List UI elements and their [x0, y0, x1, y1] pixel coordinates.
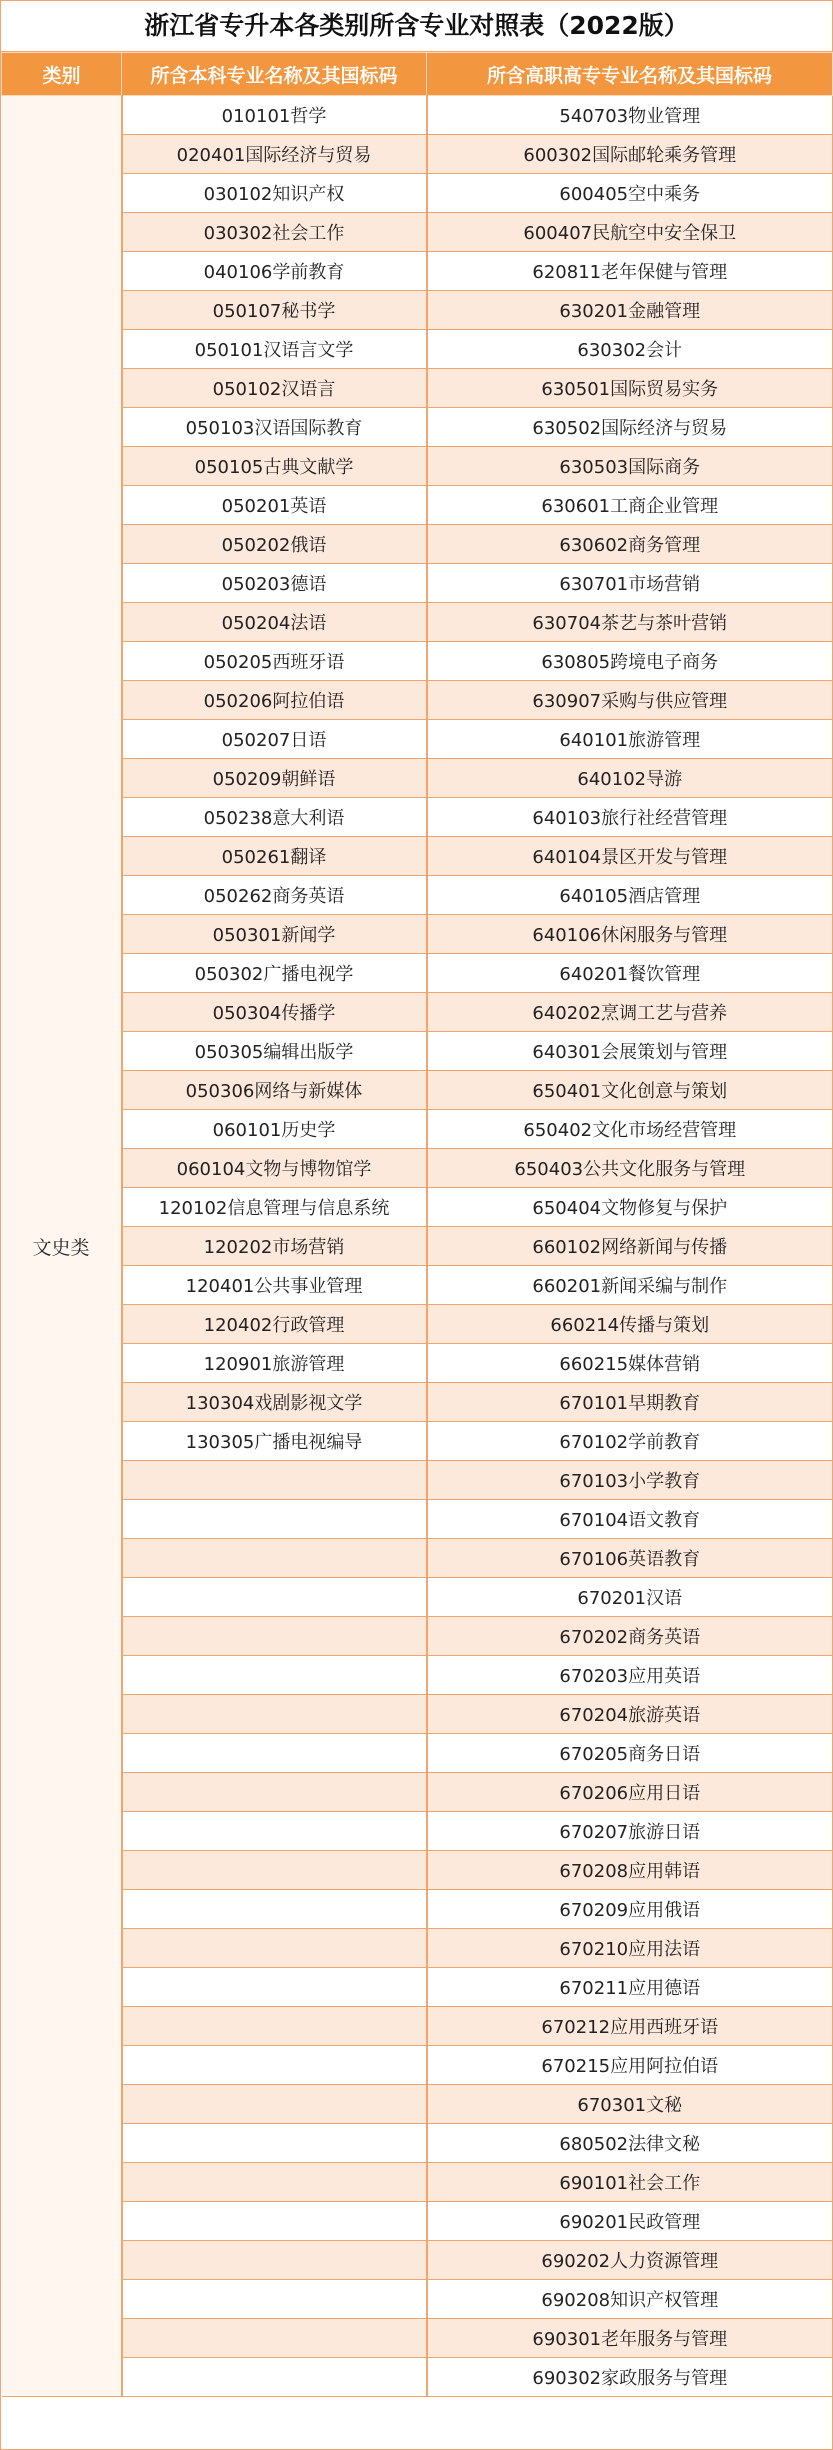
vocational-cell	[427, 1578, 833, 1617]
table-row	[2, 1617, 833, 1656]
table-row	[2, 1032, 833, 1071]
vocational-major: 630503国际商务	[559, 457, 701, 478]
table-row	[2, 2124, 833, 2163]
vocational-cell	[427, 2007, 833, 2046]
vocational-cell	[427, 1461, 833, 1500]
vocational-cell	[427, 2280, 833, 2319]
major-table	[1, 52, 833, 2397]
vocational-major: 670102学前教育	[559, 1432, 701, 1453]
vocational-cell	[427, 876, 833, 915]
vocational-major: 640106休闲服务与管理	[532, 925, 728, 946]
table-row	[2, 2085, 833, 2124]
vocational-cell	[427, 1110, 833, 1149]
undergrad-major: 060101历史学	[212, 1120, 336, 1141]
vocational-cell	[427, 2124, 833, 2163]
undergrad-cell	[122, 1032, 427, 1071]
vocational-cell	[427, 837, 833, 876]
undergrad-major: 050102汉语言	[212, 379, 336, 400]
table-row	[2, 2202, 833, 2241]
vocational-cell	[427, 642, 833, 681]
vocational-cell	[427, 1422, 833, 1461]
vocational-major: 670101早期教育	[559, 1393, 701, 1414]
undergrad-cell	[122, 1110, 427, 1149]
undergrad-major: 050202俄语	[221, 535, 327, 556]
table-row	[2, 876, 833, 915]
vocational-cell	[427, 330, 833, 369]
undergrad-major: 050201英语	[221, 496, 327, 517]
table-row	[2, 1539, 833, 1578]
vocational-major: 620811老年保健与管理	[532, 262, 728, 283]
undergrad-major: 120901旅游管理	[203, 1354, 345, 1375]
table-row	[2, 135, 833, 174]
vocational-cell	[427, 408, 833, 447]
vocational-major: 670209应用俄语	[559, 1900, 701, 1921]
table-row	[2, 1071, 833, 1110]
vocational-major: 670207旅游日语	[559, 1822, 701, 1843]
undergrad-cell	[122, 1578, 427, 1617]
undergrad-cell	[122, 1149, 427, 1188]
header-category: 类别	[2, 53, 122, 96]
undergrad-cell	[122, 2046, 427, 2085]
vocational-major: 640102导游	[577, 769, 683, 790]
undergrad-cell	[122, 2202, 427, 2241]
vocational-major: 670202商务英语	[559, 1627, 701, 1648]
vocational-major: 640104景区开发与管理	[532, 847, 728, 868]
vocational-cell	[427, 1812, 833, 1851]
vocational-cell	[427, 720, 833, 759]
undergrad-major: 120401公共事业管理	[185, 1276, 363, 1297]
table-row	[2, 2007, 833, 2046]
table-row	[2, 2319, 833, 2358]
vocational-cell	[427, 2358, 833, 2397]
undergrad-major: 120402行政管理	[203, 1315, 345, 1336]
vocational-cell	[427, 2202, 833, 2241]
undergrad-cell	[122, 2007, 427, 2046]
table-row	[2, 1890, 833, 1929]
vocational-major: 660201新闻采编与制作	[532, 1276, 728, 1297]
undergrad-cell	[122, 1812, 427, 1851]
vocational-cell	[427, 1032, 833, 1071]
vocational-cell	[427, 1071, 833, 1110]
vocational-cell	[427, 1968, 833, 2007]
undergrad-cell	[122, 681, 427, 720]
vocational-major: 690208知识产权管理	[541, 2290, 719, 2311]
undergrad-major: 050107秘书学	[212, 301, 336, 322]
vocational-major: 630601工商企业管理	[541, 496, 719, 517]
header-row	[2, 53, 833, 96]
vocational-major: 600405空中乘务	[559, 184, 701, 205]
undergrad-cell	[122, 993, 427, 1032]
vocational-major: 670301文秘	[577, 2095, 683, 2116]
table-body	[2, 96, 833, 2397]
table-row	[2, 1149, 833, 1188]
vocational-cell	[427, 954, 833, 993]
undergrad-cell	[122, 2085, 427, 2124]
table-row	[2, 447, 833, 486]
vocational-cell	[427, 2163, 833, 2202]
undergrad-cell	[122, 915, 427, 954]
undergrad-cell	[122, 759, 427, 798]
table-row	[2, 759, 833, 798]
vocational-major: 630602商务管理	[559, 535, 701, 556]
table-row	[2, 681, 833, 720]
undergrad-major: 050238意大利语	[203, 808, 345, 829]
undergrad-major: 050206阿拉伯语	[203, 691, 345, 712]
table-row	[2, 1812, 833, 1851]
vocational-major: 640105酒店管理	[559, 886, 701, 907]
undergrad-cell	[122, 1383, 427, 1422]
vocational-major: 690301老年服务与管理	[532, 2329, 728, 2350]
vocational-cell	[427, 759, 833, 798]
vocational-cell	[427, 1305, 833, 1344]
vocational-cell	[427, 252, 833, 291]
table-row	[2, 1110, 833, 1149]
table-row	[2, 252, 833, 291]
vocational-major: 670104语文教育	[559, 1510, 701, 1531]
table-row	[2, 1578, 833, 1617]
vocational-cell	[427, 993, 833, 1032]
undergrad-major: 040106学前教育	[203, 262, 345, 283]
table-row	[2, 1929, 833, 1968]
vocational-cell	[427, 447, 833, 486]
undergrad-cell	[122, 564, 427, 603]
vocational-major: 660102网络新闻与传播	[532, 1237, 728, 1258]
table-row	[2, 1734, 833, 1773]
undergrad-cell	[122, 1851, 427, 1890]
vocational-major: 650402文化市场经营管理	[523, 1120, 737, 1141]
undergrad-cell	[122, 1617, 427, 1656]
undergrad-major: 050306网络与新媒体	[185, 1081, 363, 1102]
vocational-major: 690202人力资源管理	[541, 2251, 719, 2272]
undergrad-cell	[122, 330, 427, 369]
table-row	[2, 993, 833, 1032]
vocational-major: 650404文物修复与保护	[532, 1198, 728, 1219]
undergrad-cell	[122, 1461, 427, 1500]
vocational-major: 670215应用阿拉伯语	[541, 2056, 719, 2077]
vocational-major: 630805跨境电子商务	[541, 652, 719, 673]
vocational-cell	[427, 174, 833, 213]
table-row	[2, 2358, 833, 2397]
undergrad-major: 050302广播电视学	[194, 964, 354, 985]
vocational-cell	[427, 1227, 833, 1266]
undergrad-cell	[122, 1422, 427, 1461]
table-row	[2, 1461, 833, 1500]
undergrad-cell	[122, 408, 427, 447]
table-row	[2, 369, 833, 408]
undergrad-major: 010101哲学	[221, 106, 327, 127]
undergrad-cell	[122, 642, 427, 681]
table-row	[2, 1773, 833, 1812]
vocational-major: 670106英语教育	[559, 1549, 701, 1570]
undergrad-major: 030302社会工作	[203, 223, 345, 244]
vocational-cell	[427, 1500, 833, 1539]
table-row	[2, 1344, 833, 1383]
undergrad-cell	[122, 1734, 427, 1773]
table-row	[2, 837, 833, 876]
undergrad-cell	[122, 447, 427, 486]
table-row	[2, 486, 833, 525]
vocational-major: 630501国际贸易实务	[541, 379, 719, 400]
vocational-major: 640301会展策划与管理	[532, 1042, 728, 1063]
vocational-major: 670103小学教育	[559, 1471, 701, 1492]
undergrad-major: 050261翻译	[221, 847, 327, 868]
vocational-cell	[427, 1929, 833, 1968]
undergrad-major: 120202市场营销	[203, 1237, 345, 1258]
vocational-cell	[427, 2241, 833, 2280]
vocational-cell	[427, 1851, 833, 1890]
vocational-major: 690201民政管理	[559, 2212, 701, 2233]
undergrad-major: 050304传播学	[212, 1003, 336, 1024]
undergrad-cell	[122, 252, 427, 291]
undergrad-cell	[122, 1929, 427, 1968]
table-row	[2, 1305, 833, 1344]
undergrad-cell	[122, 2358, 427, 2397]
vocational-major: 670210应用法语	[559, 1939, 701, 1960]
undergrad-cell	[122, 1656, 427, 1695]
vocational-major: 670205商务日语	[559, 1744, 701, 1765]
undergrad-cell	[122, 1266, 427, 1305]
undergrad-cell	[122, 291, 427, 330]
table-row	[2, 2280, 833, 2319]
vocational-major: 670206应用日语	[559, 1783, 701, 1804]
table-row	[2, 1188, 833, 1227]
vocational-cell	[427, 1149, 833, 1188]
table-row	[2, 915, 833, 954]
table-row	[2, 1851, 833, 1890]
vocational-major: 690302家政服务与管理	[532, 2368, 728, 2389]
vocational-cell	[427, 486, 833, 525]
undergrad-major: 050305编辑出版学	[194, 1042, 354, 1063]
vocational-cell	[427, 96, 833, 135]
undergrad-cell	[122, 1227, 427, 1266]
undergrad-cell	[122, 1305, 427, 1344]
undergrad-cell	[122, 2124, 427, 2163]
undergrad-cell	[122, 1773, 427, 1812]
vocational-major: 670211应用德语	[559, 1978, 701, 1999]
vocational-major: 630302会计	[577, 340, 683, 361]
vocational-cell	[427, 2085, 833, 2124]
vocational-major: 670203应用英语	[559, 1666, 701, 1687]
undergrad-cell	[122, 798, 427, 837]
undergrad-cell	[122, 1695, 427, 1734]
table-row	[2, 1968, 833, 2007]
vocational-major: 650401文化创意与策划	[532, 1081, 728, 1102]
vocational-major: 640103旅行社经营管理	[532, 808, 728, 829]
undergrad-cell	[122, 876, 427, 915]
vocational-major: 630502国际经济与贸易	[532, 418, 728, 439]
vocational-cell	[427, 603, 833, 642]
undergrad-major: 120102信息管理与信息系统	[158, 1198, 390, 1219]
vocational-major: 600407民航空中安全保卫	[523, 223, 737, 244]
vocational-cell	[427, 1383, 833, 1422]
table-row	[2, 96, 833, 135]
vocational-cell	[427, 2319, 833, 2358]
undergrad-major: 030102知识产权	[203, 184, 345, 205]
undergrad-cell	[122, 369, 427, 408]
undergrad-cell	[122, 2163, 427, 2202]
table-row	[2, 2241, 833, 2280]
undergrad-major: 050105古典文献学	[194, 457, 354, 478]
vocational-cell	[427, 1344, 833, 1383]
vocational-major: 660214传播与策划	[550, 1315, 710, 1336]
vocational-cell	[427, 1734, 833, 1773]
undergrad-cell	[122, 1071, 427, 1110]
undergrad-major: 060104文物与博物馆学	[176, 1159, 372, 1180]
undergrad-major: 020401国际经济与贸易	[176, 145, 372, 166]
table-row	[2, 720, 833, 759]
table-row	[2, 1500, 833, 1539]
vocational-cell	[427, 1266, 833, 1305]
vocational-cell	[427, 915, 833, 954]
vocational-cell	[427, 369, 833, 408]
category-cell: 文史类	[2, 96, 122, 2397]
vocational-major: 670201汉语	[577, 1588, 683, 1609]
vocational-major: 630907采购与供应管理	[532, 691, 728, 712]
vocational-cell	[427, 291, 833, 330]
table-row	[2, 1422, 833, 1461]
undergrad-cell	[122, 135, 427, 174]
vocational-cell	[427, 1539, 833, 1578]
undergrad-cell	[122, 837, 427, 876]
undergrad-major: 050207日语	[221, 730, 327, 751]
undergrad-cell	[122, 1539, 427, 1578]
undergrad-major: 050262商务英语	[203, 886, 345, 907]
vocational-major: 680502法律文秘	[559, 2134, 701, 2155]
undergrad-cell	[122, 213, 427, 252]
table-row	[2, 213, 833, 252]
vocational-cell	[427, 1890, 833, 1929]
table-row	[2, 1383, 833, 1422]
undergrad-cell	[122, 1968, 427, 2007]
undergrad-major: 050301新闻学	[212, 925, 336, 946]
vocational-major: 670212应用西班牙语	[541, 2017, 719, 2038]
vocational-major: 640101旅游管理	[559, 730, 701, 751]
vocational-cell	[427, 564, 833, 603]
vocational-cell	[427, 798, 833, 837]
table-row	[2, 1656, 833, 1695]
undergrad-cell	[122, 2241, 427, 2280]
undergrad-cell	[122, 486, 427, 525]
vocational-cell	[427, 1695, 833, 1734]
vocational-major: 650403公共文化服务与管理	[514, 1159, 746, 1180]
table-row	[2, 525, 833, 564]
header-vocational: 所含高职高专专业名称及其国标码	[427, 53, 833, 96]
vocational-major: 630701市场营销	[559, 574, 701, 595]
vocational-major: 600302国际邮轮乘务管理	[523, 145, 737, 166]
undergrad-major: 050103汉语国际教育	[185, 418, 363, 439]
table-row	[2, 2046, 833, 2085]
undergrad-cell	[122, 1890, 427, 1929]
table-row	[2, 1227, 833, 1266]
undergrad-cell	[122, 603, 427, 642]
undergrad-cell	[122, 954, 427, 993]
undergrad-cell	[122, 2280, 427, 2319]
vocational-cell	[427, 525, 833, 564]
undergrad-major: 050205西班牙语	[203, 652, 345, 673]
undergrad-cell	[122, 1344, 427, 1383]
table-row	[2, 2163, 833, 2202]
vocational-cell	[427, 1617, 833, 1656]
vocational-major: 670204旅游英语	[559, 1705, 701, 1726]
table-row	[2, 603, 833, 642]
table-row	[2, 291, 833, 330]
vocational-major: 660215媒体营销	[559, 1354, 701, 1375]
vocational-cell	[427, 1773, 833, 1812]
table-row	[2, 1266, 833, 1305]
header-undergrad: 所含本科专业名称及其国标码	[122, 53, 427, 96]
vocational-major: 540703物业管理	[559, 106, 701, 127]
vocational-cell	[427, 213, 833, 252]
undergrad-cell	[122, 1188, 427, 1227]
vocational-major: 630704茶艺与茶叶营销	[532, 613, 728, 634]
undergrad-major: 130304戏剧影视文学	[185, 1393, 363, 1414]
vocational-cell	[427, 1656, 833, 1695]
vocational-major: 630201金融管理	[559, 301, 701, 322]
table-row	[2, 954, 833, 993]
page-title: 浙江省专升本各类别所含专业对照表（2022版）	[1, 1, 832, 52]
vocational-major: 640202烹调工艺与营养	[532, 1003, 728, 1024]
undergrad-major: 050203德语	[221, 574, 327, 595]
undergrad-cell	[122, 96, 427, 135]
vocational-cell	[427, 681, 833, 720]
vocational-major: 670208应用韩语	[559, 1861, 701, 1882]
table-row	[2, 798, 833, 837]
vocational-major: 640201餐饮管理	[559, 964, 701, 985]
undergrad-cell	[122, 720, 427, 759]
undergrad-major: 050204法语	[221, 613, 327, 634]
undergrad-major: 050101汉语言文学	[194, 340, 354, 361]
table-row	[2, 408, 833, 447]
undergrad-cell	[122, 525, 427, 564]
table-row	[2, 642, 833, 681]
table-row	[2, 330, 833, 369]
vocational-cell	[427, 2046, 833, 2085]
vocational-cell	[427, 1188, 833, 1227]
table-row	[2, 174, 833, 213]
vocational-major: 690101社会工作	[559, 2173, 701, 2194]
undergrad-cell	[122, 1500, 427, 1539]
undergrad-cell	[122, 2319, 427, 2358]
undergrad-major: 130305广播电视编导	[185, 1432, 363, 1453]
vocational-cell	[427, 135, 833, 174]
undergrad-major: 050209朝鲜语	[212, 769, 336, 790]
table-row	[2, 1695, 833, 1734]
undergrad-cell	[122, 174, 427, 213]
table-row	[2, 564, 833, 603]
